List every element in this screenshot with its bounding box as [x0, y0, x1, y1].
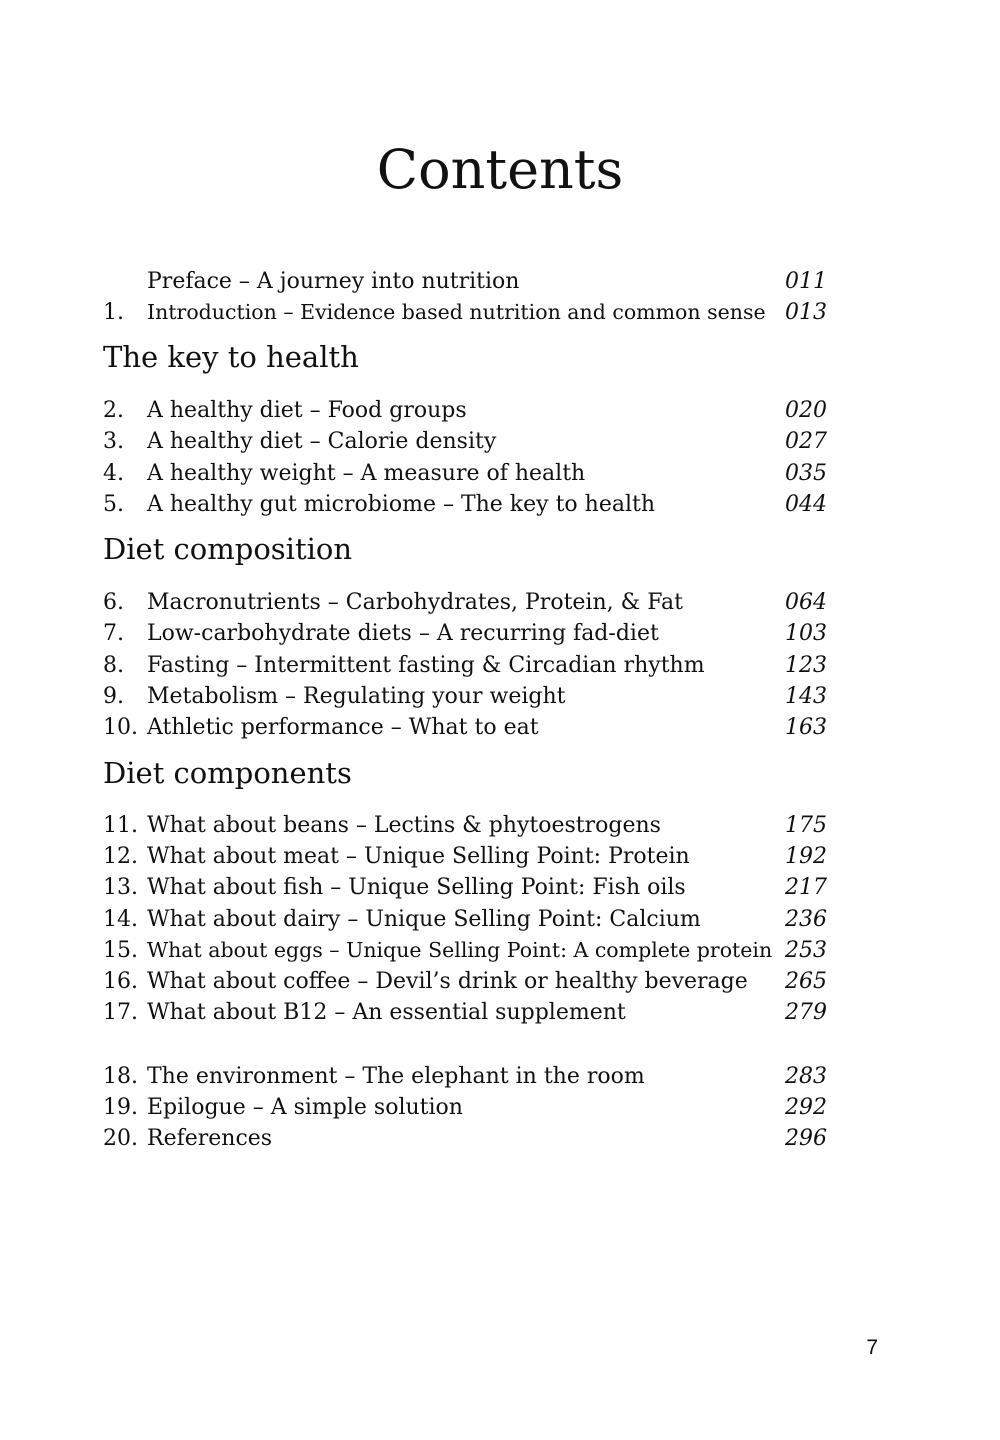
section-heading-key-to-health: The key to health [103, 340, 359, 374]
toc-entry-page: 064 [785, 590, 827, 615]
toc-entry-page: 013 [785, 300, 827, 325]
toc-entry-number: 10. [103, 715, 138, 740]
toc-entry[interactable] [103, 618, 827, 649]
toc-entry-title: Epilogue – A simple solution [147, 1095, 463, 1120]
toc-entry-page: 035 [785, 461, 827, 486]
toc-entry-number: 14. [103, 907, 138, 932]
toc-entry-title: Low-carbohydrate diets – A recurring fad-diet [147, 621, 659, 646]
toc-entry[interactable] [103, 681, 827, 712]
toc-entry-introduction[interactable] [103, 297, 827, 328]
toc-entry-page: 020 [785, 398, 827, 423]
toc-entry-title: Macronutrients – Carbohydrates, Protein, & Fat [147, 590, 683, 615]
toc-entry-number: 1. [103, 300, 124, 325]
toc-entry[interactable] [103, 810, 827, 841]
toc-entry[interactable] [103, 650, 827, 681]
toc-entry-number: 7. [103, 621, 124, 646]
toc-entry-page: 011 [785, 269, 827, 294]
toc-entry-title: What about coffee – Devil’s drink or healthy beverage [147, 969, 748, 994]
toc-entry-number: 9. [103, 684, 124, 709]
toc-entry-number: 6. [103, 590, 124, 615]
toc-entry-number: 16. [103, 969, 138, 994]
toc-entry[interactable] [103, 997, 827, 1028]
toc-entry-title: A healthy diet – Food groups [147, 398, 467, 423]
toc-entry-title: A healthy gut microbiome – The key to health [147, 492, 656, 517]
toc-entry-number: 18. [103, 1064, 138, 1089]
toc-entry[interactable] [103, 489, 827, 520]
page-number: 7 [866, 1336, 878, 1359]
toc-entry-number: 11. [103, 813, 138, 838]
toc-entry-number: 13. [103, 875, 138, 900]
toc-entry-number: 2. [103, 398, 124, 423]
toc-entry[interactable] [103, 1092, 827, 1123]
toc-entry-page: 253 [785, 938, 827, 963]
toc-entry[interactable] [103, 935, 827, 966]
toc-entry[interactable] [103, 395, 827, 426]
toc-entry-page: 192 [785, 844, 827, 869]
toc-entry-title: References [147, 1126, 273, 1151]
toc-entry-title: What about meat – Unique Selling Point: Protein [147, 844, 690, 869]
toc-entry-preface[interactable] [103, 266, 827, 297]
toc-entry[interactable] [103, 841, 827, 872]
toc-entry-page: 163 [785, 715, 827, 740]
page-title: Contents [376, 138, 624, 201]
toc-entry-page: 283 [785, 1064, 827, 1089]
toc-entry-number: 4. [103, 461, 124, 486]
toc-entry-title: What about dairy – Unique Selling Point: Calcium [147, 907, 701, 932]
toc-entry-title: The environment – The elephant in the room [147, 1064, 645, 1089]
toc-entry-number: 5. [103, 492, 124, 517]
toc-entry[interactable] [103, 966, 827, 997]
section-heading-diet-composition: Diet composition [103, 532, 353, 566]
toc-entry-title: Introduction – Evidence based nutrition and common sense [147, 300, 766, 324]
toc-entry-page: 143 [785, 684, 827, 709]
toc-entry-page: 123 [785, 653, 827, 678]
toc-entry[interactable] [103, 458, 827, 489]
toc-entry-page: 265 [785, 969, 827, 994]
toc-entry-title: A healthy weight – A measure of health [147, 461, 586, 486]
toc-entry-title: Fasting – Intermittent fasting & Circadian rhythm [147, 653, 705, 678]
toc-entry[interactable] [103, 587, 827, 618]
toc-entry[interactable] [103, 904, 827, 935]
toc-entry-number: 12. [103, 844, 138, 869]
toc-entry-page: 236 [785, 907, 827, 932]
toc-entry-page: 044 [785, 492, 827, 517]
toc-entry-page: 279 [785, 1000, 827, 1025]
toc-entry-title: A healthy diet – Calorie density [147, 429, 497, 454]
toc-entry-title: What about fish – Unique Selling Point: Fish oils [147, 875, 686, 900]
section-heading-diet-components: Diet components [103, 756, 352, 790]
toc-entry-title: Athletic performance – What to eat [147, 715, 539, 740]
toc-entry[interactable] [103, 426, 827, 457]
toc-entry-page: 027 [785, 429, 827, 454]
toc-entry-title: What about B12 – An essential supplement [147, 1000, 626, 1025]
toc-entry-title: Metabolism – Regulating your weight [147, 684, 566, 709]
toc-entry-page: 103 [785, 621, 827, 646]
toc-entry-page: 217 [785, 875, 827, 900]
toc-entry-title: Preface – A journey into nutrition [147, 269, 520, 294]
toc-entry-number: 3. [103, 429, 124, 454]
toc-entry-number: 19. [103, 1095, 138, 1120]
toc-entry-number: 17. [103, 1000, 138, 1025]
toc-entry-number: 20. [103, 1126, 138, 1151]
toc-entry[interactable] [103, 1061, 827, 1092]
toc-entry[interactable] [103, 1123, 827, 1154]
toc-entry[interactable] [103, 712, 827, 743]
toc-entry[interactable] [103, 872, 827, 903]
toc-entry-number: 8. [103, 653, 124, 678]
toc-entry-page: 296 [785, 1126, 827, 1151]
toc-entry-title: What about beans – Lectins & phytoestrogens [147, 813, 661, 838]
toc-entry-page: 292 [785, 1095, 827, 1120]
toc-entry-number: 15. [103, 938, 138, 963]
toc-entry-page: 175 [785, 813, 827, 838]
toc-entry-title: What about eggs – Unique Selling Point: A complete protein [147, 938, 773, 962]
